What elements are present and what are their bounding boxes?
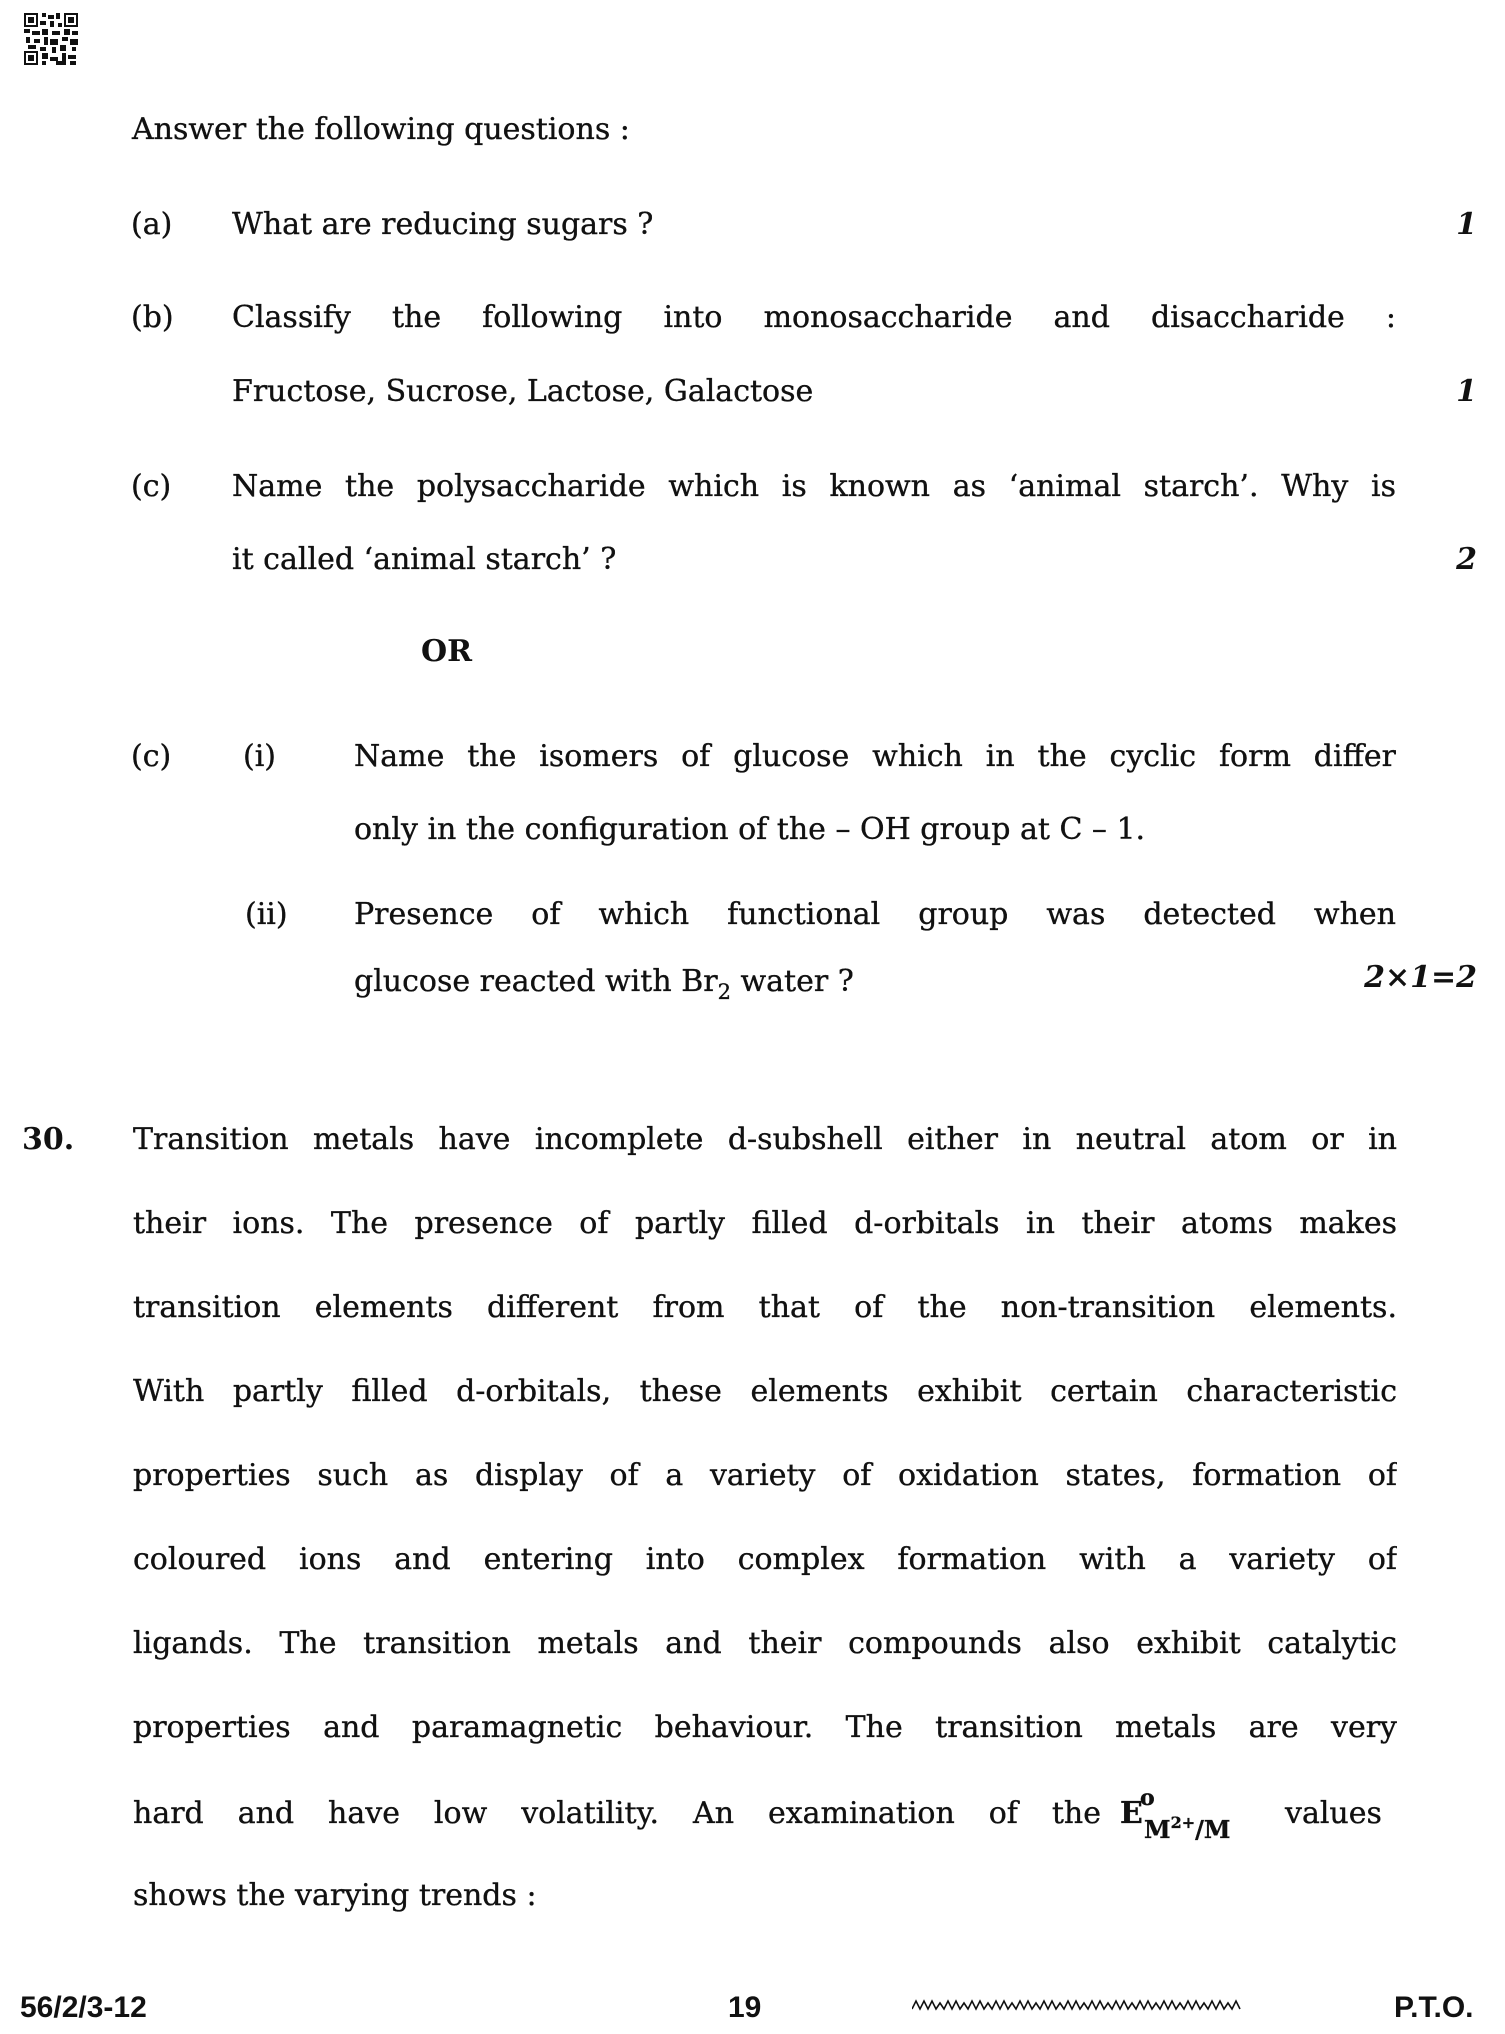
bromine-subscript: 2: [717, 980, 731, 1004]
formula-symbol: E: [1120, 1796, 1143, 1831]
passage-line: hard and have low volatility. An examination of the: [133, 1796, 1101, 1831]
question-30-number: 30.: [22, 1122, 75, 1157]
wavy-line-decoration: [912, 1995, 1242, 2015]
question-b-line1: Classify the following into monosaccharide and disaccharide :: [232, 300, 1396, 335]
question-a-label: (a): [131, 207, 173, 242]
question-b-marks: 1: [1456, 374, 1477, 409]
question-b-line2: Fructose, Sucrose, Lactose, Galactose: [232, 374, 814, 409]
question-c-alt-i-line2: only in the configuration of the – OH group at C – 1.: [354, 812, 1146, 847]
formula-subscript-tail: /M: [1195, 1815, 1231, 1844]
formula-subscript: [1144, 1812, 1230, 1848]
qr-code-icon: [24, 13, 78, 65]
question-b-label: (b): [131, 300, 174, 335]
question-c-line2: it called ‘animal starch’ ?: [232, 542, 617, 577]
question-a-text: What are reducing sugars ?: [232, 207, 654, 242]
passage-line: their ions. The presence of partly filled d-orbitals in their atoms makes: [133, 1206, 1397, 1241]
question-c-alt-ii-line2-end: water ?: [730, 964, 854, 999]
passage-line: shows the varying trends :: [133, 1878, 537, 1913]
question-c-alt-ii-line2: [354, 964, 854, 1004]
page-number: 19: [728, 1991, 762, 2024]
question-c-alt-i-label: (i): [243, 739, 277, 774]
instructions-heading: Answer the following questions :: [132, 112, 630, 147]
paper-code: 56/2/3-12: [20, 1991, 147, 2024]
question-c-alt-label: (c): [131, 739, 172, 774]
question-c-label: (c): [131, 469, 172, 504]
question-c-alt-ii-label: (ii): [245, 897, 288, 932]
please-turn-over: P.T.O.: [1394, 1991, 1474, 2024]
formula-subscript-base: M: [1144, 1815, 1171, 1844]
formula-superscript: o: [1140, 1785, 1155, 1811]
question-c-line1: Name the polysaccharide which is known as ‘animal starch’. Why is: [232, 469, 1396, 504]
passage-line: Transition metals have incomplete d-subshell either in neutral atom or in: [133, 1122, 1397, 1157]
passage-line: properties and paramagnetic behaviour. The transition metals are very: [133, 1710, 1397, 1745]
question-c-alt-marks: 2×1=2: [1364, 960, 1477, 995]
formula-subscript-charge: 2+: [1170, 1813, 1196, 1832]
question-a-marks: 1: [1456, 207, 1477, 242]
passage-line-end: values: [1285, 1796, 1382, 1831]
or-divider: OR: [421, 634, 473, 669]
passage-line: coloured ions and entering into complex formation with a variety of: [133, 1542, 1397, 1577]
passage-line: transition elements different from that of the non-transition elements.: [133, 1290, 1397, 1325]
passage-line: ligands. The transition metals and their compounds also exhibit catalytic: [133, 1626, 1397, 1661]
electrode-potential-formula: [1120, 1785, 1260, 1856]
question-c-marks: 2: [1456, 542, 1477, 577]
passage-line: properties such as display of a variety of oxidation states, formation of: [133, 1458, 1397, 1493]
passage-line: With partly filled d-orbitals, these elements exhibit certain characteristic: [133, 1374, 1397, 1409]
question-c-alt-ii-line1: Presence of which functional group was detected when: [354, 897, 1396, 932]
question-c-alt-i-line1: Name the isomers of glucose which in the cyclic form differ: [354, 739, 1396, 774]
question-c-alt-ii-line2-start: glucose reacted with Br: [354, 964, 718, 999]
formula: [1120, 1785, 1240, 1844]
